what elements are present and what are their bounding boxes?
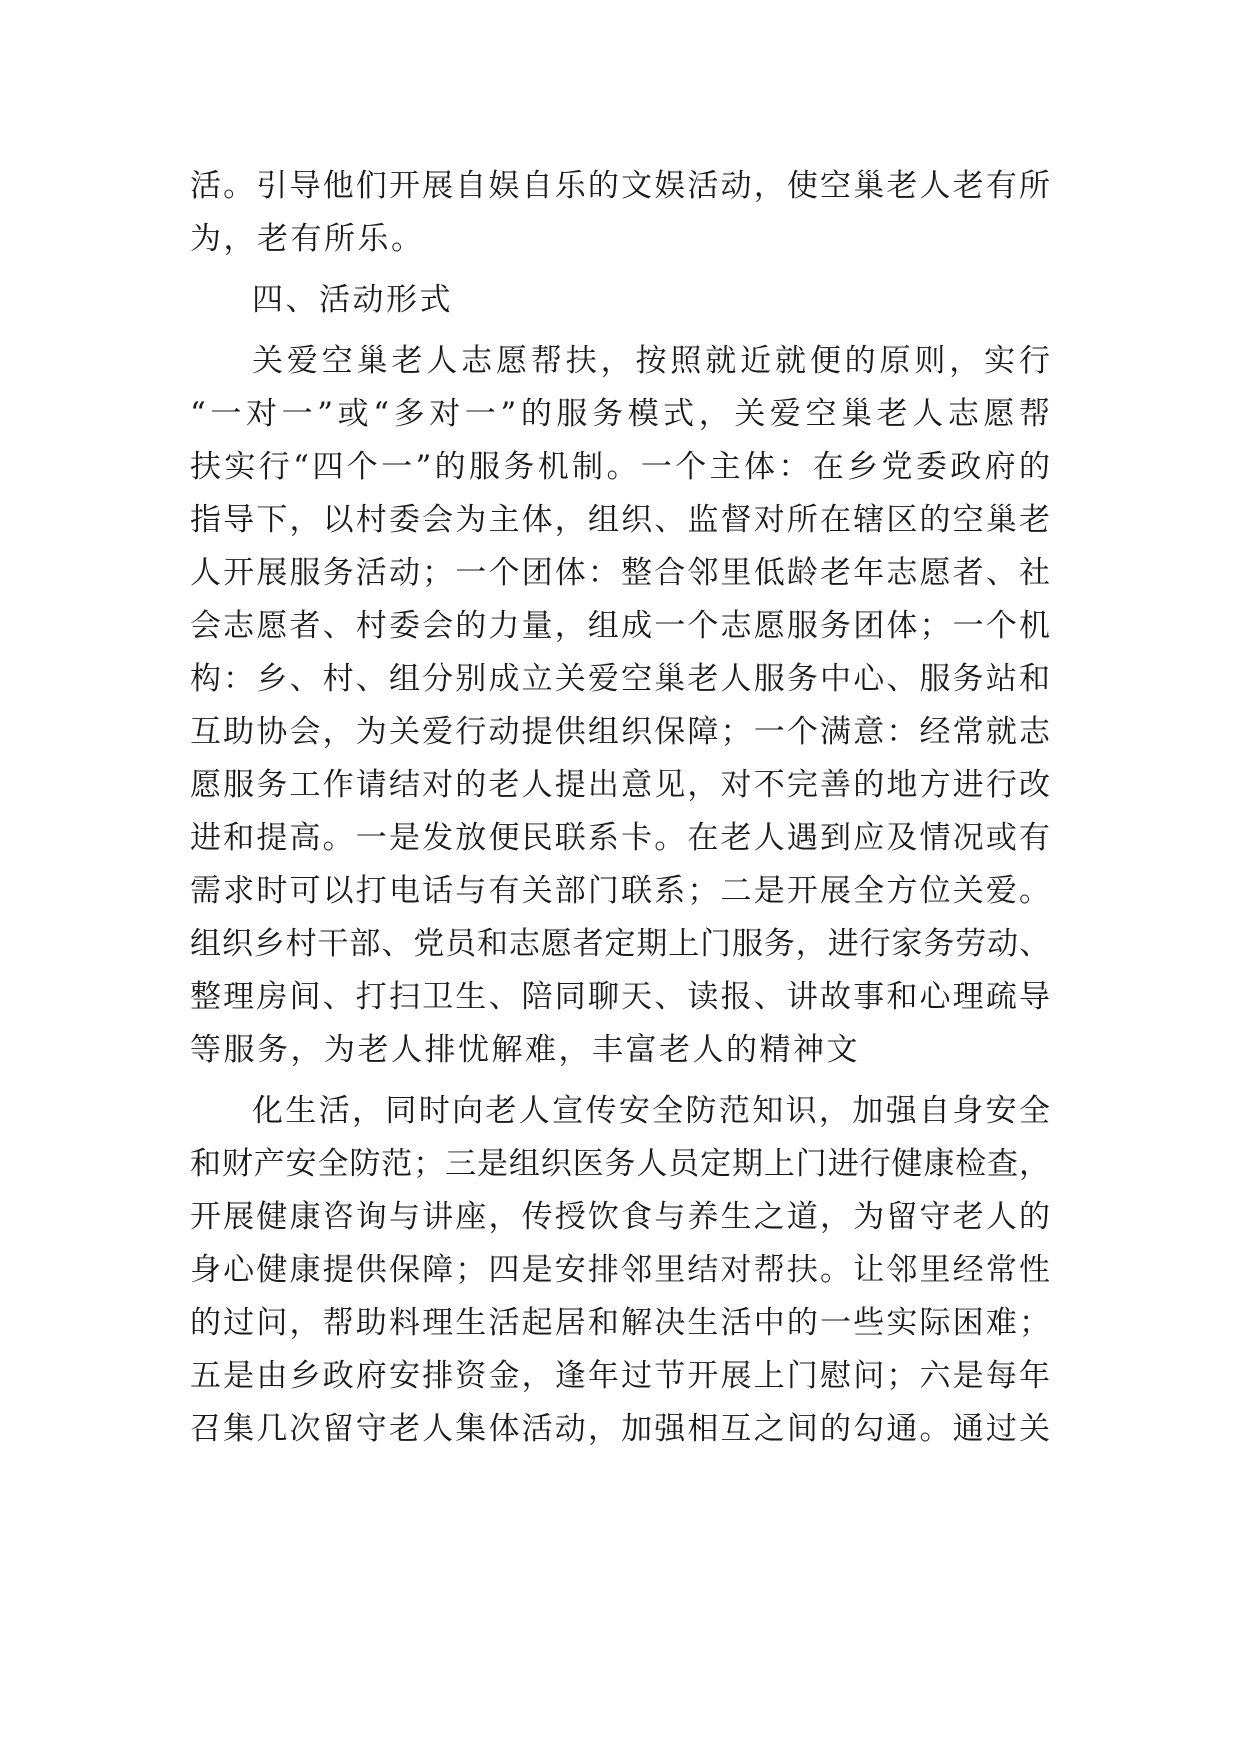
text-line: “一对一”或“多对一”的服务模式，关爱空巢老人志愿帮 [190,396,1050,432]
text-line: 需求时可以打电话与有关部门联系；二是开展全方位关爱。 [190,873,1050,909]
text-line: 愿服务工作请结对的老人提出意见，对不完善的地方进行改 [190,767,1050,803]
text-line: 活。引导他们开展自娱自乐的文娱活动，使空巢老人老有所 [190,168,1050,204]
text-line: 会志愿者、村委会的力量，组成一个志愿服务团体；一个机 [190,608,1050,644]
text-line: 整理房间、打扫卫生、陪同聊天、读报、讲故事和心理疏导 [190,979,1050,1015]
text-line: 召集几次留守老人集体活动，加强相互之间的勾通。通过关 [190,1411,1050,1447]
text-line: 指导下，以村委会为主体，组织、监督对所在辖区的空巢老 [190,502,1050,538]
text-line: 关爱空巢老人志愿帮扶，按照就近就便的原则，实行 [252,343,1050,379]
text-line: 进和提高。一是发放便民联系卡。在老人遇到应及情况或有 [190,820,1050,856]
text-line: 开展健康咨询与讲座，传授饮食与养生之道，为留守老人的 [190,1199,1050,1235]
text-line: 等服务，为老人排忧解难，丰富老人的精神文 [190,1032,860,1068]
text-line: 组织乡村干部、党员和志愿者定期上门服务，进行家务劳动、 [190,926,1050,962]
text-line: 扶实行“四个一”的服务机制。一个主体：在乡党委政府的 [190,449,1050,485]
text-line: 化生活，同时向老人宣传安全防范知识，加强自身安全 [252,1093,1050,1129]
text-line: 五是由乡政府安排资金，逢年过节开展上门慰问；六是每年 [190,1358,1050,1394]
section-heading: 四、活动形式 [252,282,453,318]
text-line: 和财产安全防范；三是组织医务人员定期上门进行健康检查， [190,1146,1050,1182]
text-line: 人开展服务活动；一个团体：整合邻里低龄老年志愿者、社 [190,555,1050,591]
document-body [190,160,1050,1456]
text-line: 身心健康提供保障；四是安排邻里结对帮扶。让邻里经常性 [190,1252,1050,1288]
text-line: 的过问，帮助料理生活起居和解决生活中的一些实际困难； [190,1305,1050,1341]
text-line: 互助协会，为关爱行动提供组织保障；一个满意：经常就志 [190,714,1050,750]
text-line: 为，老有所乐。 [190,221,425,257]
text-line: 构：乡、村、组分别成立关爱空巢老人服务中心、服务站和 [190,661,1050,697]
